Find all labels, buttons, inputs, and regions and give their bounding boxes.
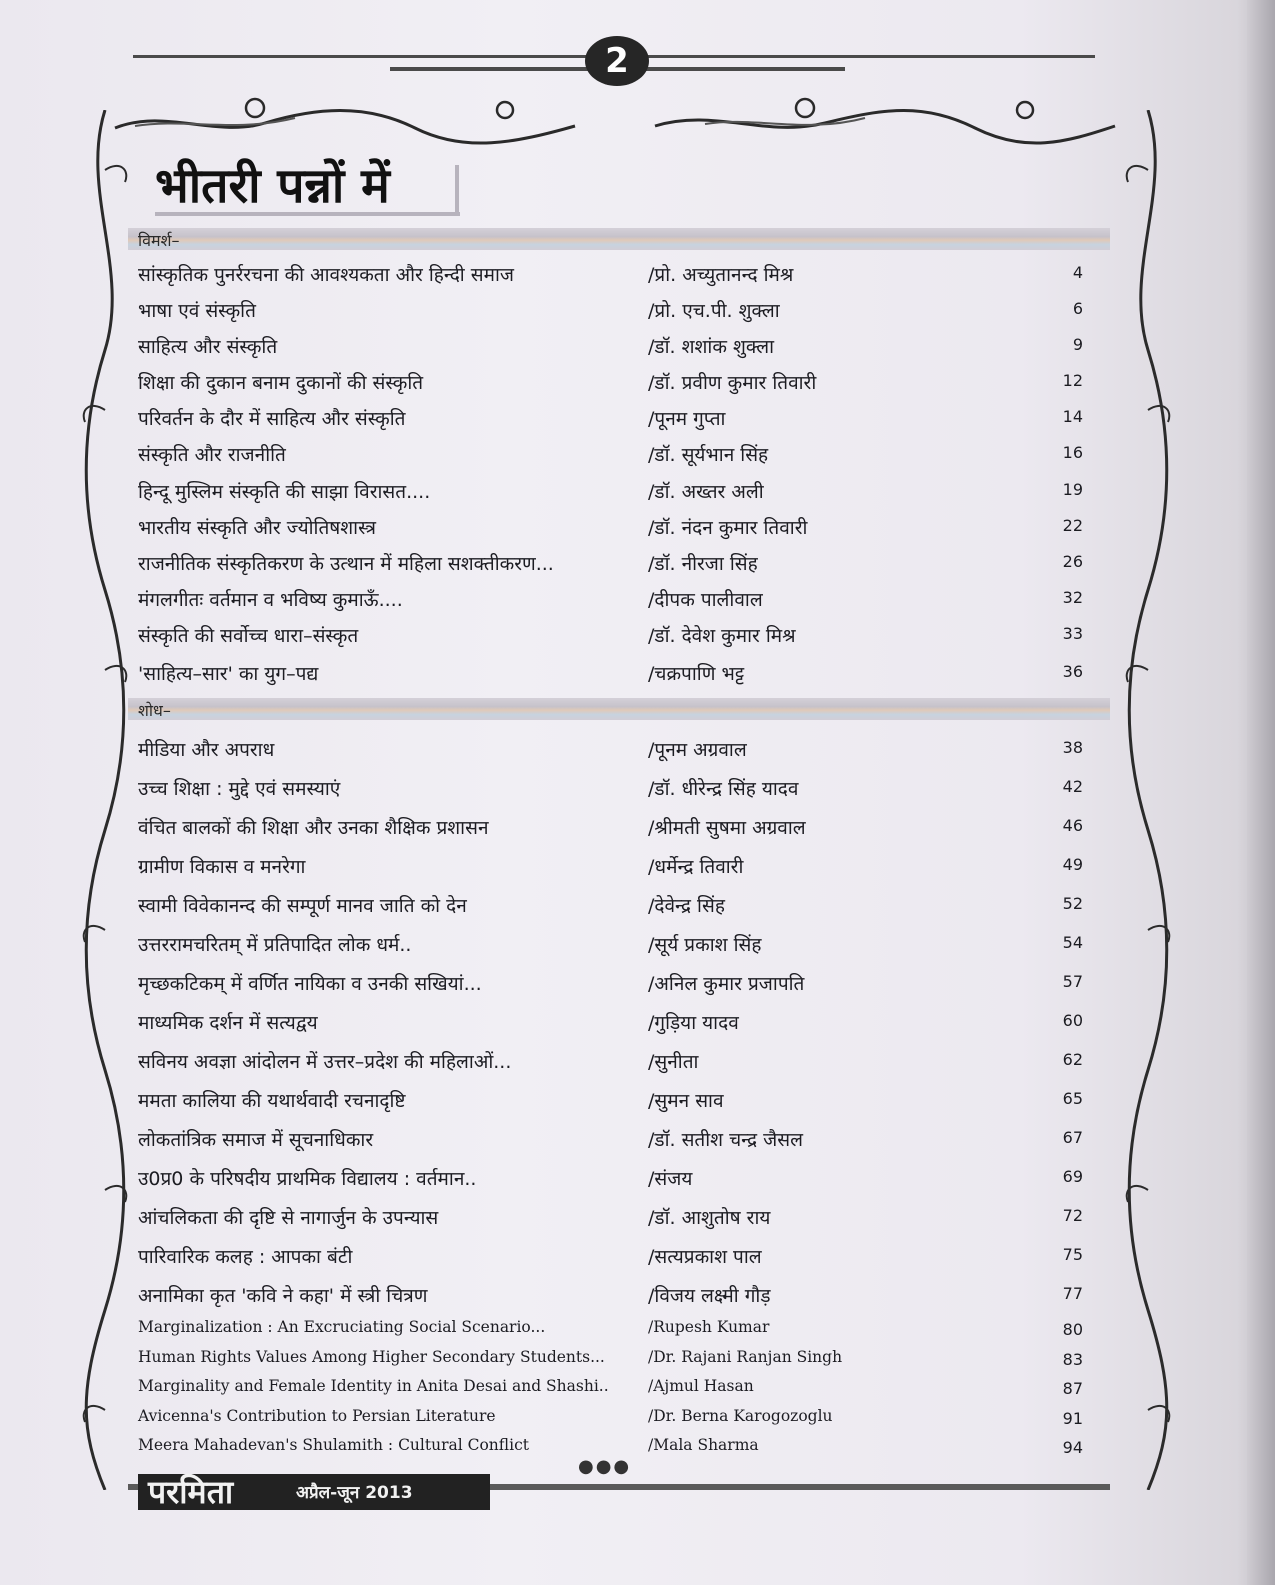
toc-entry[interactable] bbox=[138, 1126, 1083, 1156]
entry-page: 77 bbox=[1062, 1284, 1083, 1303]
entry-title: ग्रामीण विकास व मनरेगा bbox=[138, 856, 306, 878]
entry-title: संस्कृति और राजनीति bbox=[138, 444, 286, 466]
toc-entry[interactable] bbox=[138, 1009, 1083, 1039]
entry-title: उच्च शिक्षा : मुद्दे एवं समस्याएं bbox=[138, 778, 341, 800]
toc-entry[interactable] bbox=[138, 333, 1083, 363]
heading-side-rule bbox=[455, 165, 459, 215]
entry-author: /डॉ. प्रवीण कुमार तिवारी bbox=[648, 372, 817, 394]
toc-entry[interactable] bbox=[138, 892, 1083, 922]
entry-title: भारतीय संस्कृति और ज्योतिषशास्त्र bbox=[138, 517, 376, 539]
heading-block bbox=[135, 150, 455, 222]
entry-author: /डॉ. देवेश कुमार मिश्र bbox=[648, 625, 796, 647]
entry-title: सविनय अवज्ञा आंदोलन में उत्तर–प्रदेश की महिलाओं... bbox=[138, 1051, 512, 1073]
entry-page: 33 bbox=[1062, 624, 1083, 643]
entry-author: /डॉ. सूर्यभान सिंह bbox=[648, 444, 769, 466]
entry-author: /डॉ. अख्तर अली bbox=[648, 481, 764, 503]
entry-author: /श्रीमती सुषमा अग्रवाल bbox=[648, 817, 806, 839]
toc-entry[interactable] bbox=[138, 775, 1083, 805]
toc-entry[interactable] bbox=[138, 586, 1083, 616]
toc-entry[interactable] bbox=[138, 1282, 1083, 1312]
entry-page: 72 bbox=[1062, 1206, 1083, 1225]
toc-entry[interactable] bbox=[138, 853, 1083, 883]
entry-page: 60 bbox=[1062, 1011, 1083, 1030]
toc-entry[interactable] bbox=[138, 814, 1083, 844]
entry-title: मंगलगीतः वर्तमान व भविष्य कुमाऊँ.... bbox=[138, 589, 403, 611]
entry-author: /डॉ. आशुतोष राय bbox=[648, 1207, 771, 1229]
toc-entry[interactable] bbox=[138, 1407, 1083, 1437]
entry-author: /पूनम अग्रवाल bbox=[648, 739, 747, 761]
entry-page: 6 bbox=[1072, 299, 1083, 318]
entry-title: Marginalization : An Excruciating Social Scenario... bbox=[138, 1318, 546, 1336]
entry-title: उत्तररामचरितम् में प्रतिपादित लोक धर्म.. bbox=[138, 934, 412, 956]
entry-page: 75 bbox=[1062, 1245, 1083, 1264]
toc-entry[interactable] bbox=[138, 1165, 1083, 1195]
entry-page: 67 bbox=[1062, 1128, 1083, 1147]
header-rule-right-thick bbox=[645, 67, 845, 71]
entry-title: Human Rights Values Among Higher Secondary Students... bbox=[138, 1348, 605, 1366]
entry-author: /सत्यप्रकाश पाल bbox=[648, 1246, 762, 1268]
entry-page: 65 bbox=[1062, 1089, 1083, 1108]
entry-author: /Dr. Rajani Ranjan Singh bbox=[648, 1348, 843, 1366]
entry-page: 9 bbox=[1072, 335, 1083, 354]
toc-entry[interactable] bbox=[138, 514, 1083, 544]
entry-page: 80 bbox=[1062, 1320, 1083, 1339]
toc-entry[interactable] bbox=[138, 1087, 1083, 1117]
entry-title: वंचित बालकों की शिक्षा और उनका शैक्षिक प्रशासन bbox=[138, 817, 489, 839]
entry-author: /सुनीता bbox=[648, 1051, 699, 1073]
entry-page: 83 bbox=[1062, 1350, 1083, 1369]
entry-title: ममता कालिया की यथार्थवादी रचनादृष्टि bbox=[138, 1090, 406, 1112]
end-dots-ornament: ●●● bbox=[578, 1456, 632, 1477]
toc-entry[interactable] bbox=[138, 1204, 1083, 1234]
header-rule-left bbox=[133, 55, 588, 58]
entry-title: भाषा एवं संस्कृति bbox=[138, 300, 256, 322]
entry-title: मृच्छकटिकम् में वर्णित नायिका व उनकी सखियां... bbox=[138, 973, 482, 995]
toc-entry[interactable] bbox=[138, 405, 1083, 435]
toc-entry[interactable] bbox=[138, 297, 1083, 327]
magazine-logo: परमिता bbox=[148, 1473, 234, 1511]
section-bar-shodh bbox=[128, 698, 1110, 720]
entry-author: /धर्मेन्द्र तिवारी bbox=[648, 856, 744, 878]
entry-page: 57 bbox=[1062, 972, 1083, 991]
entry-author: /सूर्य प्रकाश सिंह bbox=[648, 934, 762, 956]
toc-entry[interactable] bbox=[138, 478, 1083, 508]
toc-entry[interactable] bbox=[138, 736, 1083, 766]
entry-author: /अनिल कुमार प्रजापति bbox=[648, 973, 805, 995]
left-vine-border bbox=[75, 110, 135, 1490]
entry-author: /Dr. Berna Karogozoglu bbox=[648, 1407, 833, 1425]
entry-page: 52 bbox=[1062, 894, 1083, 913]
entry-page: 12 bbox=[1062, 371, 1083, 390]
page-edge bbox=[1247, 0, 1275, 1585]
entry-author: /प्रो. अच्युतानन्द मिश्र bbox=[648, 264, 794, 286]
entry-author: /पूनम गुप्ता bbox=[648, 408, 726, 430]
entry-title: उ0प्र0 के परिषदीय प्राथमिक विद्यालय : वर्तमान.. bbox=[138, 1168, 477, 1190]
section-label: विमर्श– bbox=[138, 231, 180, 250]
entry-title: Marginality and Female Identity in Anita Desai and Shashi.. bbox=[138, 1377, 609, 1395]
header-rule-left-thick bbox=[390, 67, 588, 71]
toc-entry[interactable] bbox=[138, 1048, 1083, 1078]
entry-title: पारिवारिक कलह : आपका बंटी bbox=[138, 1246, 353, 1268]
page-number-badge: 2 bbox=[585, 36, 649, 86]
toc-entry[interactable] bbox=[138, 1348, 1083, 1378]
entry-title: अनामिका कृत 'कवि ने कहा' में स्त्री चित्रण bbox=[138, 1285, 428, 1307]
entry-author: /Rupesh Kumar bbox=[648, 1318, 770, 1336]
entry-page: 69 bbox=[1062, 1167, 1083, 1186]
entry-author: /डॉ. शशांक शुक्ला bbox=[648, 336, 775, 358]
right-vine-border bbox=[1118, 110, 1178, 1490]
toc-entry[interactable] bbox=[138, 931, 1083, 961]
entry-author: /Ajmul Hasan bbox=[648, 1377, 754, 1395]
entry-title: Avicenna's Contribution to Persian Literature bbox=[138, 1407, 496, 1425]
entry-title: 'साहित्य–सार' का युग–पद्य bbox=[138, 663, 319, 685]
scroll-ornament bbox=[105, 88, 1125, 148]
toc-entry[interactable] bbox=[138, 1243, 1083, 1273]
entry-author: /डॉ. धीरेन्द्र सिंह यादव bbox=[648, 778, 799, 800]
toc-entry[interactable] bbox=[138, 660, 1083, 690]
entry-title: संस्कृति की सर्वोच्च धारा–संस्कृत bbox=[138, 625, 359, 647]
toc-entry[interactable] bbox=[138, 1377, 1083, 1407]
issue-date: अप्रैल-जून 2013 bbox=[296, 1483, 413, 1503]
entry-page: 87 bbox=[1062, 1379, 1083, 1398]
entry-title: परिवर्तन के दौर में साहित्य और संस्कृति bbox=[138, 408, 406, 430]
entry-author: /डॉ. सतीश चन्द्र जैसल bbox=[648, 1129, 804, 1151]
entry-title: माध्यमिक दर्शन में सत्यद्वय bbox=[138, 1012, 318, 1034]
entry-title: हिन्दू मुस्लिम संस्कृति की साझा विरासत.... bbox=[138, 481, 431, 503]
entry-author: /दीपक पालीवाल bbox=[648, 589, 763, 611]
section-bar-vimarsh bbox=[128, 228, 1110, 250]
entry-author: /Mala Sharma bbox=[648, 1436, 759, 1454]
entry-page: 19 bbox=[1062, 480, 1083, 499]
entry-page: 14 bbox=[1062, 407, 1083, 426]
entry-page: 54 bbox=[1062, 933, 1083, 952]
entry-page: 36 bbox=[1062, 662, 1083, 681]
entry-page: 32 bbox=[1062, 588, 1083, 607]
toc-entry[interactable] bbox=[138, 441, 1083, 471]
entry-author: /देवेन्द्र सिंह bbox=[648, 895, 725, 917]
toc-entry[interactable] bbox=[138, 1318, 1083, 1348]
entry-page: 38 bbox=[1062, 738, 1083, 757]
entry-author: /डॉ. नंदन कुमार तिवारी bbox=[648, 517, 808, 539]
entry-title: मीडिया और अपराध bbox=[138, 739, 275, 761]
entry-page: 26 bbox=[1062, 552, 1083, 571]
section-label: शोध– bbox=[138, 701, 171, 720]
entry-author: /सुमन साव bbox=[648, 1090, 724, 1112]
entry-author: /डॉ. नीरजा सिंह bbox=[648, 553, 758, 575]
entry-page: 49 bbox=[1062, 855, 1083, 874]
entry-author: /संजय bbox=[648, 1168, 693, 1190]
entry-title: आंचलिकता की दृष्टि से नागार्जुन के उपन्यास bbox=[138, 1207, 439, 1229]
toc-entry[interactable] bbox=[138, 622, 1083, 652]
entry-author: /गुड़िया यादव bbox=[648, 1012, 739, 1034]
entry-author: /विजय लक्ष्मी गौड़ bbox=[648, 1285, 771, 1307]
entry-title: शिक्षा की दुकान बनाम दुकानों की संस्कृति bbox=[138, 372, 424, 394]
entry-title: लोकतांत्रिक समाज में सूचनाधिकार bbox=[138, 1129, 374, 1151]
entry-page: 4 bbox=[1072, 263, 1083, 282]
entry-page: 94 bbox=[1062, 1438, 1083, 1457]
header-rule-right bbox=[645, 55, 1095, 58]
entry-author: /चक्रपाणि भट्ट bbox=[648, 663, 745, 685]
entry-author: /प्रो. एच.पी. शुक्ला bbox=[648, 300, 780, 322]
toc-entry[interactable] bbox=[138, 369, 1083, 399]
entry-title: सांस्कृतिक पुनर्ररचना की आवश्यकता और हिन्दी समाज bbox=[138, 264, 514, 286]
entry-page: 16 bbox=[1062, 443, 1083, 462]
toc-entry[interactable] bbox=[138, 550, 1083, 580]
entry-title: स्वामी विवेकानन्द की सम्पूर्ण मानव जाति को देन bbox=[138, 895, 467, 917]
toc-entry[interactable] bbox=[138, 261, 1083, 291]
toc-entry[interactable] bbox=[138, 970, 1083, 1000]
entry-page: 62 bbox=[1062, 1050, 1083, 1069]
entry-title: साहित्य और संस्कृति bbox=[138, 336, 278, 358]
entry-page: 22 bbox=[1062, 516, 1083, 535]
entry-page: 46 bbox=[1062, 816, 1083, 835]
page-title: भीतरी पन्नों में bbox=[155, 158, 390, 214]
entry-page: 91 bbox=[1062, 1409, 1083, 1428]
entry-title: Meera Mahadevan's Shulamith : Cultural Conflict bbox=[138, 1436, 529, 1454]
entry-page: 42 bbox=[1062, 777, 1083, 796]
entry-title: राजनीतिक संस्कृतिकरण के उत्थान में महिला सशक्तीकरण... bbox=[138, 553, 554, 575]
